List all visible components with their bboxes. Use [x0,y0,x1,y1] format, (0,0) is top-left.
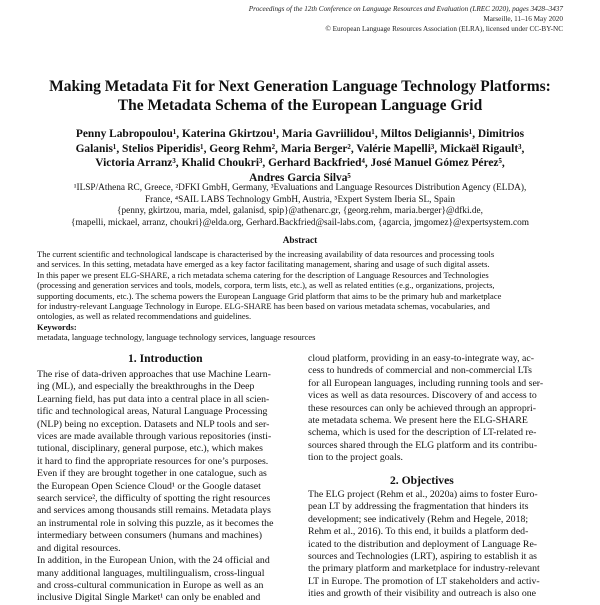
body-line: intermediary between consumers (humans and machines) [37,530,262,542]
body-line: an instrumental role in solving this puzzle, as it becomes the [37,517,274,529]
body-line: The ELG project (Rehm et al., 2020a) aims to foster Euro- [308,489,538,500]
proceedings-header [143,4,563,34]
keywords-label: Keywords: [37,321,77,332]
objectives-text [308,489,565,601]
body-line: icated to the distribution and deployment of Language Re- [308,538,538,550]
paper-title [40,77,560,115]
abstract-heading: Abstract [282,236,318,246]
title-line-1: Making Metadata Fit for Next Generation Language Technology Platforms: [49,78,551,95]
body-line: ing (ML), and especially the breakthroughs in the Deep [37,381,255,393]
body-line: Learning field, has put data into a central place in all scien- [37,393,270,405]
body-line: search service², the difficulty of spotting the right resources [37,493,271,505]
authors-line-4: Andres Garcia Silva⁵ [249,171,351,184]
authors-line-3: Victoria Arranz³, Khalid Choukri³, Gerhard Backfried⁴, José Manuel Gómez Pérez⁵, [95,157,505,169]
body-line: sources shared through the ELG platform and its contribu- [308,439,538,451]
affiliation-line-2: France, ⁴SAIL LABS Technology GmbH, Austria, ⁵Expert System Iberia SL, Spain [144,194,455,205]
abstract-line: ontologies, as well as related recommendations and guidelines. [37,311,252,322]
body-line: Rehm et al., 2016). To this end, it builds a platform ded- [308,526,529,538]
body-line: tific and technological areas, Natural Language Processing [37,406,268,418]
abstract-line: The current scientific and technological landscape is characterised by the increasing availability of data resources and processing tools [37,249,495,259]
right-column-text [308,353,565,465]
abstract-line: supporting documents, etc.). The schema powers the European Language Grid platform that aims to be the primary hub and marketplace [37,290,502,301]
body-line: tion to the project goals. [308,452,403,464]
body-line: for all European languages, including running tools and ser- [308,377,544,389]
affiliation-line-3: {penny, gkirtzou, maria, mdel, galanisd, spip}@athenarc.gr, {georg.rehm, maria.berger}@dfki.de, [117,206,483,217]
body-line: it hard to find the appropriate resources for one’s purposes. [37,455,269,467]
body-line: inclusive Digital Single Market¹ can only be enabled and [37,592,261,604]
body-line: vices are made available through various repositories (insti- [37,431,272,443]
body-line: these resources can only be achieved through an appropri- [308,402,536,414]
body-line: The rise of data-driven approaches that use Machine Learn- [37,369,271,380]
keywords-line [37,322,567,343]
authors-line-2: Galanis¹, Stelios Piperidis¹, Georg Rehm², Maria Berger², Valérie Mapelli³, Mickaël Rigault³, [75,142,525,155]
abstract-line: In this paper we present ELG-SHARE, a rich metadata schema catering for the description of Language Resources and Technologies [37,269,489,280]
body-line: vices as well as data resources. Discovery of and access to [308,390,537,402]
body-line: (NLP) being no exception. Datasets and NLP tools and ser- [37,418,270,430]
body-line: pean LT by addressing the fragmentation that hinders its [308,501,529,513]
affiliation-line-4: {mapelli, mickael, arranz, choukri}@elda.org, Gerhard.Backfried@sail-labs.com, {agarcia, jmgomez}@expertsystem.com [71,217,529,228]
author-list [40,127,560,185]
body-line: and digital resources. [37,542,121,554]
body-line: and cross-cultural communication in Europe as well as an [37,579,264,591]
authors-line-1: Penny Labropoulou¹, Katerina Gkirtzou¹, Maria Gavriilidou¹, Miltos Deligiannis¹, Dimitrios [75,128,525,140]
body-line: In addition, in the European Union, with the 24 official and [37,555,270,567]
abstract-line: for industry-relevant Language Technology in Europe. ELG-SHARE has been based on various metadata schemas, vocabularies, and [37,301,490,312]
abstract-line: (processing and generation services and tools, models, corpora, term lists, etc.), as well as related entities (e.g., organizations, projects, [37,280,495,291]
header-line-3: © European Language Resources Association (ELRA), licensed under CC-BY-NC [325,25,563,33]
body-line: cloud platform, providing in an easy-to-integrate way, ac- [308,353,534,364]
body-line: ate metadata schema. We present here the ELG-SHARE [308,415,528,427]
affiliation-line-1: ¹ILSP/Athena RC, Greece, ²DFKI GmbH, Germany, ³Evaluations and Language Resources Distribution Agency (ELDA), [73,183,527,193]
body-line: schema, which is used for the description of LT-related re- [308,427,537,439]
header-line-1: Proceedings of the 12th Conference on Language Resources and Evaluation (LREC 2020), pages 3428–3437 [248,5,563,13]
body-line: tutional, disciplinary, general purpose, etc.), which makes [37,443,263,455]
section-heading-objectives: 2. Objectives [390,474,454,487]
body-line: LT in Europe. The promotion of LT stakeholders and activ- [308,575,540,587]
title-line-2: The Metadata Schema of the European Language Grid [117,97,483,114]
left-column-text [37,369,294,605]
header-line-2: Marseille, 11–16 May 2020 [483,15,563,23]
body-line: and services among thousands still remains. Metadata plays [37,505,271,517]
body-line: many additional languages, multilingualism, cross-lingual [37,567,265,579]
affiliations [40,183,560,229]
abstract-line: and services. In this setting, metadata have emerged as a key factor facilitating management, sharing and usage of such digital assets. [37,259,490,270]
body-line: ities and growth of their visibility and outreach is also one [308,588,537,600]
body-line: the European Open Science Cloud¹ or the Google dataset [37,480,261,492]
body-line: development; see indicatively (Rehm and Hegele, 2018; [308,513,529,525]
section-heading-introduction: 1. Introduction [128,352,203,365]
keywords-text: metadata, language technology, language technology services, language resources [37,332,316,343]
body-line: Even if they are brought together in one catalogue, such as [37,468,267,480]
abstract-body [37,249,567,343]
body-line: the primary platform and marketplace for industry-relevant [308,563,540,575]
body-line: sources and Technologies (LRT), aspiring to establish it as [308,551,537,563]
body-line: cess to hundreds of commercial and non-commercial LTs [308,365,532,377]
